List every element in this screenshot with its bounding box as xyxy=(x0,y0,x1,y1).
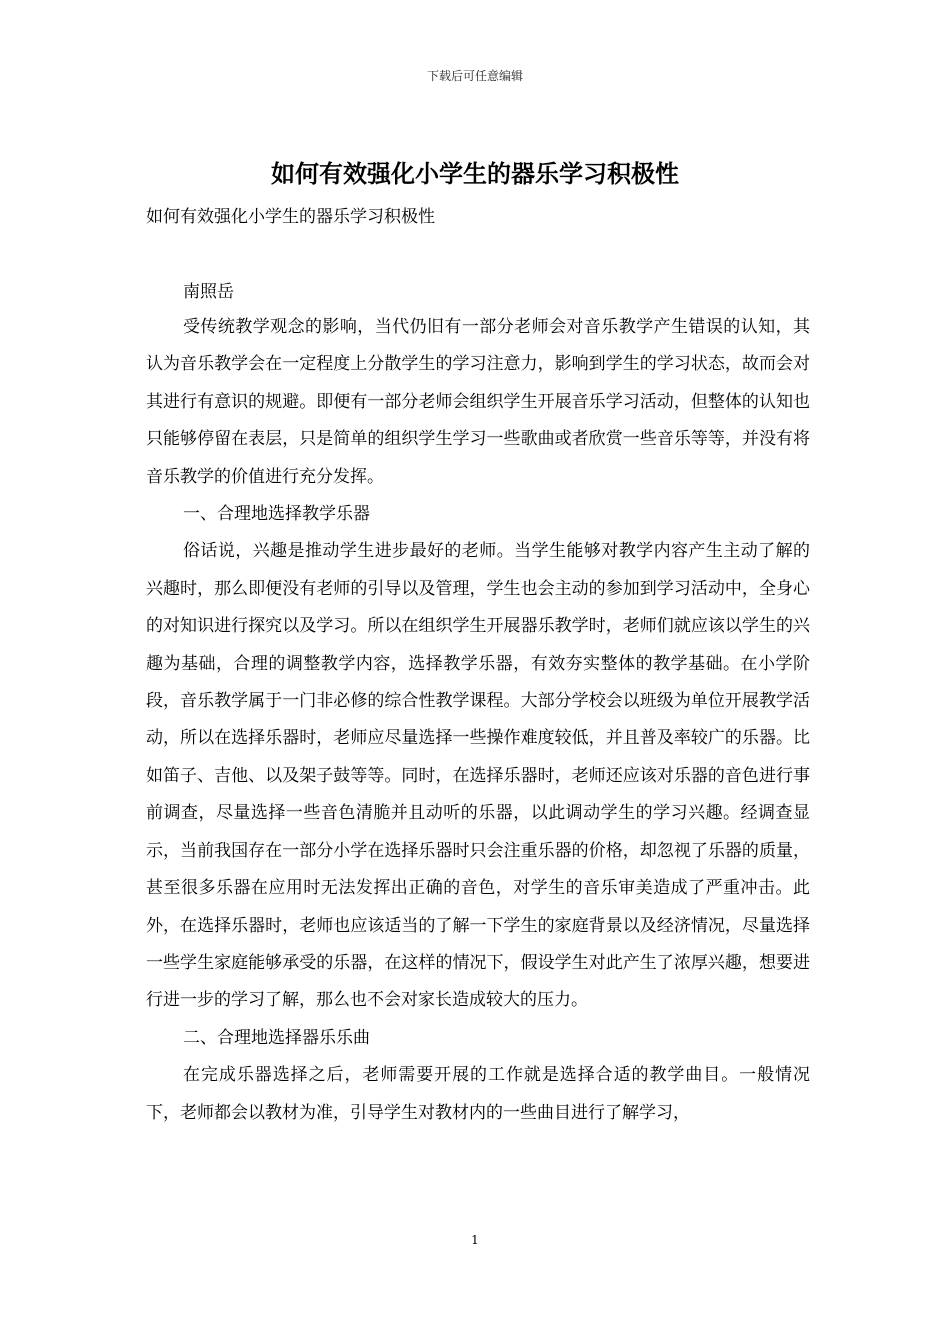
document-body xyxy=(146,309,810,1132)
section-heading-1: 一、合理地选择教学乐器 xyxy=(183,504,370,525)
section-heading-2: 二、合理地选择器乐乐曲 xyxy=(183,1027,370,1048)
header-note: 下载后可任意编辑 xyxy=(426,69,523,83)
document-title: 如何有效强化小学生的器乐学习积极性 xyxy=(271,159,679,188)
paragraph-intro: 受传统教学观念的影响，当代仍旧有一部分老师会对音乐教学产生错误的认知，其认为音乐教学会在一定程度上分散学生的学习注意力，影响到学生的学习状态，故而会对其进行有意识的规避。即便有一部分老师会组织学生开展音乐学习活动，但整体的认知也只能够停留在表层，只是简单的组织学生学习一些歌曲或者欣赏一些音乐等等，并没有将音乐教学的价值进行充分发挥。 xyxy=(146,317,810,487)
paragraph-section-1: 俗话说，兴趣是推动学生进步最好的老师。当学生能够对教学内容产生主动了解的兴趣时，那么即便没有老师的引导以及管理，学生也会主动的参加到学习活动中，全身心的对知识进行探究以及学习。所以在组织学生开展器乐教学时，老师们就应该以学生的兴趣为基础，合理的调整教学内容，选择教学乐器，有效夯实整体的教学基础。在小学阶段，音乐教学属于一门非必修的综合性教学课程。大部分学校会以班级为单位开展教学活动，所以在选择乐器时，老师应尽量选择一些操作难度较低，并且普及率较广的乐器。比如笛子、吉他、以及架子鼓等等。同时，在选择乐器时，老师还应该对乐器的音色进行事前调查，尽量选择一些音色清脆并且动听的乐器，以此调动学生的学习兴趣。经调查显示，当前我国存在一部分小学在选择乐器时只会注重乐器的价格，却忽视了乐器的质量，甚至很多乐器在应用时无法发挥出正确的音色，对学生的音乐审美造成了严重冲击。此外，在选择乐器时，老师也应该适当的了解一下学生的家庭背景以及经济情况，尽量选择一些学生家庭能够承受的乐器，在这样的情况下，假设学生对此产生了浓厚兴趣，想要进行进一步的学习了解，那么也不会对家长造成较大的压力。 xyxy=(146,541,810,1011)
page-number: 1 xyxy=(471,1233,479,1247)
author-name: 南照岳 xyxy=(183,282,234,302)
document-subtitle: 如何有效强化小学生的器乐学习积极性 xyxy=(146,207,435,227)
paragraph-section-2: 在完成乐器选择之后，老师需要开展的工作就是选择合适的教学曲目。一般情况下，老师都会以教材为准，引导学生对教材内的一些曲目进行了解学习， xyxy=(146,1065,810,1123)
